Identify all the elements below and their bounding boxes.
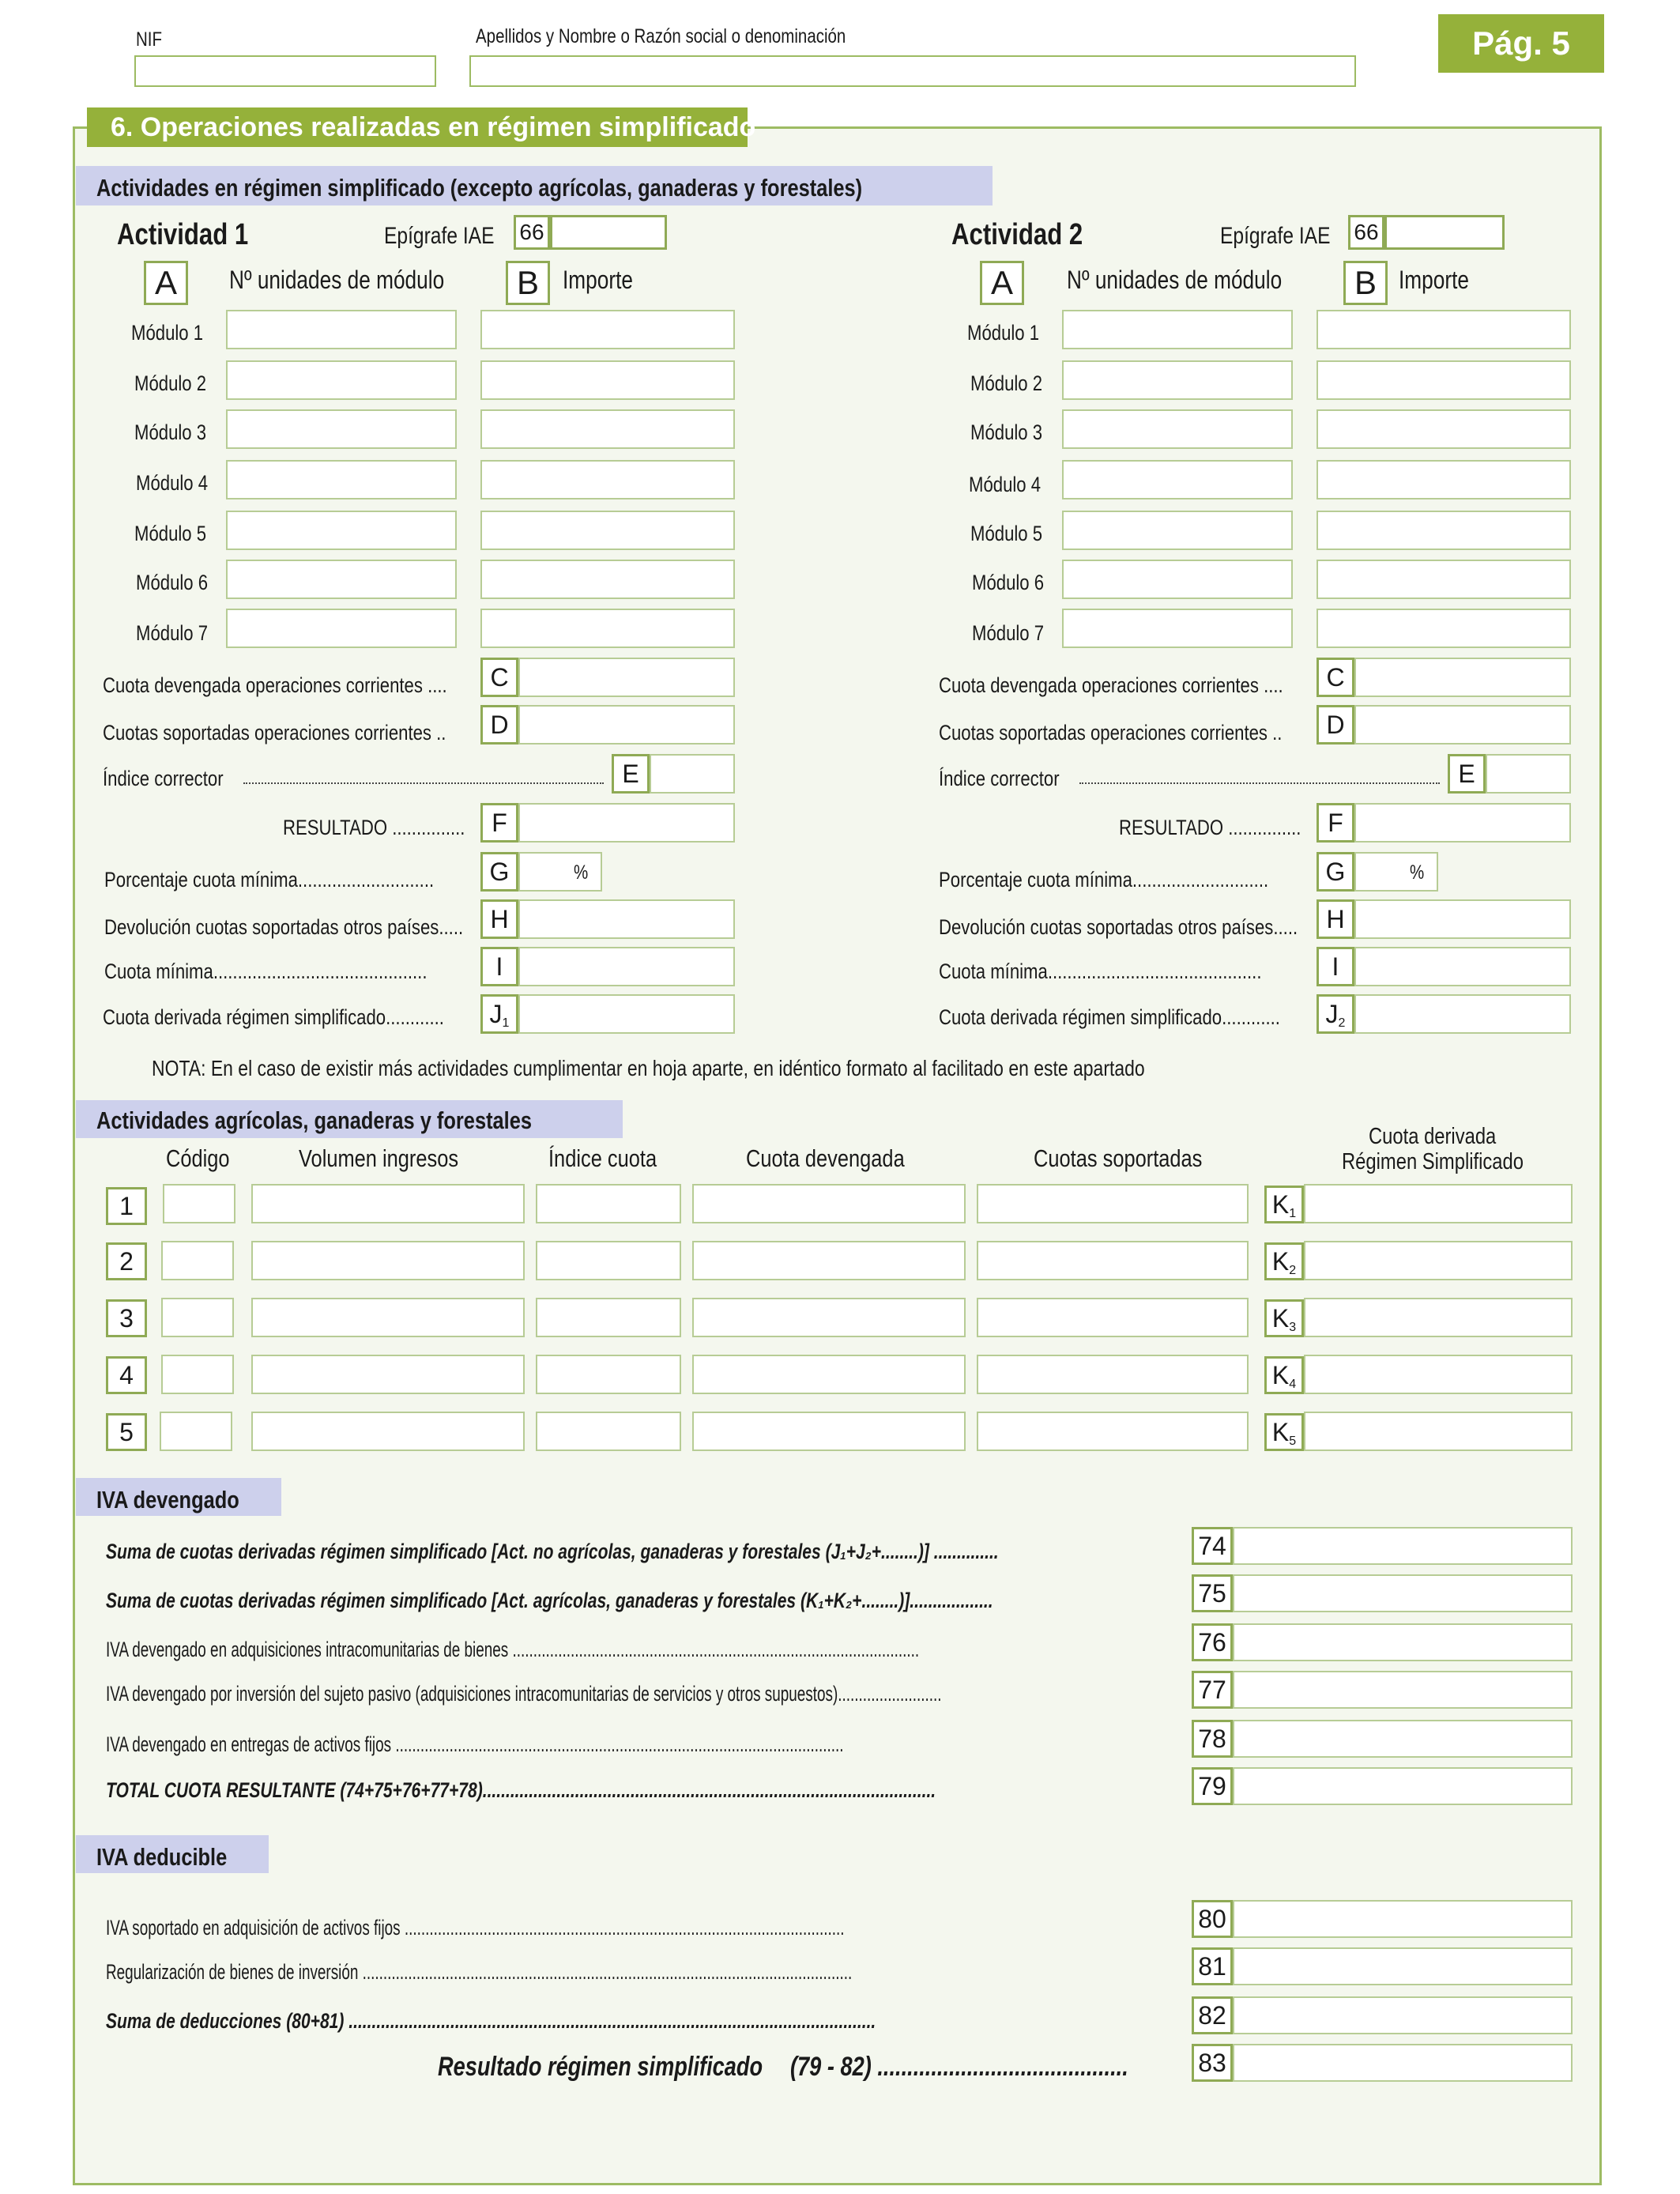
agri-row-1-cuota-dev[interactable] <box>692 1184 966 1223</box>
act2-d-field[interactable] <box>1354 705 1571 745</box>
agri-row-2-indice[interactable] <box>536 1241 681 1280</box>
agri-row-4-cuotas-sop[interactable] <box>977 1355 1249 1394</box>
agri-row-2-k-code <box>1264 1242 1304 1280</box>
page-number-badge <box>1438 14 1604 73</box>
act1-epigrafe-label: Epígrafe IAE <box>384 223 495 249</box>
agri-row-5-cuotas-sop[interactable] <box>977 1412 1249 1451</box>
iva-line-80-field[interactable] <box>1233 1900 1573 1938</box>
act1-j-sub: 1 <box>502 1016 510 1030</box>
act2-modulo-2-label: Módulo 2 <box>970 371 1043 395</box>
act1-modulo-1-importe[interactable] <box>480 310 735 349</box>
iva-line-79-field[interactable] <box>1233 1767 1573 1805</box>
act1-e-field[interactable] <box>650 754 735 794</box>
iva-line-78-label: IVA devengado en entregas de activos fijos ............................................................................................................ <box>106 1732 844 1756</box>
act2-modulo-3-units[interactable] <box>1062 409 1293 449</box>
act1-modulo-4-importe[interactable] <box>480 460 735 499</box>
act1-j-label: Cuota derivada régimen simplificado............ <box>103 1005 444 1029</box>
iva-deducible-title: IVA deducible <box>96 1843 228 1871</box>
act2-modulo-3-label: Módulo 3 <box>970 420 1043 444</box>
act2-modulo-5-units[interactable] <box>1062 511 1293 550</box>
name-label: Apellidos y Nombre o Razón social o denominación <box>476 25 846 47</box>
agri-row-3-num: 3 <box>106 1299 147 1337</box>
agri-row-4-cuota-dev[interactable] <box>692 1355 966 1394</box>
agri-row-5-cuota-der[interactable] <box>1304 1412 1573 1451</box>
agri-title: Actividades agrícolas, ganaderas y forestales <box>96 1106 533 1134</box>
iva-line-77-label: IVA devengado por inversión del sujeto pasivo (adquisiciones intracomunitarias de servicios y otros supuestos)......................... <box>106 1682 942 1706</box>
agri-row-4-volumen[interactable] <box>251 1355 525 1394</box>
iva-line-82-code: 82 <box>1192 1996 1233 2034</box>
act1-f-field[interactable] <box>518 803 735 843</box>
iva-line-80-label: IVA soportado en adquisición de activos fijos .......................................................................................................... <box>106 1916 845 1940</box>
agri-row-2-cuota-dev[interactable] <box>692 1241 966 1280</box>
agri-row-1-volumen[interactable] <box>251 1184 525 1223</box>
agri-row-4-k-code <box>1264 1356 1304 1394</box>
act1-c-field[interactable] <box>518 658 735 697</box>
agri-row-3-k-code <box>1264 1299 1304 1337</box>
act1-f-code: F <box>480 803 518 843</box>
agri-row-1-cuota-der[interactable] <box>1304 1184 1573 1223</box>
act1-g-label: Porcentaje cuota mínima............................ <box>104 868 435 892</box>
act1-modulo-3-label: Módulo 3 <box>134 420 207 444</box>
act2-modulo-4-units[interactable] <box>1062 460 1293 499</box>
iva-line-83-code: 83 <box>1192 2044 1233 2082</box>
act2-j-sub: 2 <box>1338 1016 1346 1030</box>
agri-hdr-cuota-der-2: Régimen Simplificado <box>1342 1149 1524 1174</box>
act2-modulo-2-units[interactable] <box>1062 360 1293 400</box>
act2-h-label: Devolución cuotas soportadas otros países..... <box>939 915 1298 939</box>
agri-row-2-volumen[interactable] <box>251 1241 525 1280</box>
act1-col-b-label: Importe <box>563 266 633 294</box>
act2-epigrafe-label: Epígrafe IAE <box>1220 223 1331 249</box>
iva-line-81-label: Regularización de bienes de inversión ...................................................................................................................... <box>106 1960 853 1984</box>
act2-modulo-3-importe[interactable] <box>1317 409 1571 449</box>
act1-modulo-6-label: Módulo 6 <box>136 571 209 594</box>
iva-line-75-field[interactable] <box>1233 1574 1573 1612</box>
agri-row-5-num: 5 <box>106 1413 147 1451</box>
result-formula: (79 - 82) .......................................... <box>790 2052 1128 2082</box>
agri-hdr-volumen: Volumen ingresos <box>299 1144 459 1172</box>
act1-title: Actividad 1 <box>117 218 249 251</box>
iva-line-79-label: TOTAL CUOTA RESULTANTE (74+75+76+77+78).................................................................................................. <box>106 1778 936 1802</box>
act1-e-dots <box>243 782 604 784</box>
nota-text: NOTA: En el caso de existir más actividades cumplimentar en hoja aparte, en idéntico formato al facilitado en este apartado <box>152 1056 1145 1080</box>
act1-i-label: Cuota mínima............................................ <box>104 959 428 983</box>
agri-row-2-k-sub: 2 <box>1289 1264 1297 1277</box>
act2-modulo-5-importe[interactable] <box>1317 511 1571 550</box>
act1-modulo-7-units[interactable] <box>226 609 457 648</box>
agri-row-5-volumen[interactable] <box>251 1412 525 1451</box>
agri-row-3-cuotas-sop[interactable] <box>977 1298 1249 1337</box>
iva-line-79-code: 79 <box>1192 1767 1233 1805</box>
agri-row-3-cuota-der[interactable] <box>1304 1298 1573 1337</box>
act2-f-label: RESULTADO ............... <box>1119 816 1301 839</box>
agri-row-1-k-sub: 1 <box>1289 1207 1297 1220</box>
act1-modulo-6-units[interactable] <box>226 560 457 599</box>
act2-modulo-6-label: Módulo 6 <box>972 571 1045 594</box>
iva-devengado-title: IVA devengado <box>96 1486 239 1514</box>
act1-modulo-4-units[interactable] <box>226 460 457 499</box>
act2-d-code: D <box>1317 705 1354 745</box>
iva-line-83-field[interactable] <box>1233 2044 1573 2082</box>
act1-modulo-4-label: Módulo 4 <box>136 471 209 495</box>
act1-modulo-7-label: Módulo 7 <box>136 621 209 645</box>
act2-modulo-5-label: Módulo 5 <box>970 522 1043 545</box>
act2-col-a-label: Nº unidades de módulo <box>1067 266 1283 294</box>
agri-row-4-cuota-der[interactable] <box>1304 1355 1573 1394</box>
agri-row-3-volumen[interactable] <box>251 1298 525 1337</box>
act2-g-label: Porcentaje cuota mínima............................ <box>939 868 1269 892</box>
act2-modulo-4-importe[interactable] <box>1317 460 1571 499</box>
agri-row-4-k-letter: K <box>1271 1361 1290 1389</box>
iva-line-78-code: 78 <box>1192 1720 1233 1758</box>
iva-line-77-code: 77 <box>1192 1671 1233 1709</box>
agri-row-3-k-letter: K <box>1271 1304 1290 1333</box>
act2-g-code: G <box>1317 852 1354 892</box>
agri-row-5-k-sub: 5 <box>1289 1434 1297 1448</box>
agri-row-1-k-letter: K <box>1271 1190 1290 1219</box>
act2-epigrafe-field[interactable] <box>1384 215 1505 250</box>
act2-modulo-1-units[interactable] <box>1062 310 1293 349</box>
act2-modulo-1-label: Módulo 1 <box>967 321 1040 345</box>
agri-row-5-cuota-dev[interactable] <box>692 1412 966 1451</box>
iva-line-76-label: IVA devengado en adquisiciones intracomunitarias de bienes .................................................................................................. <box>106 1638 920 1661</box>
act1-modulo-5-importe[interactable] <box>480 511 735 550</box>
act2-modulo-4-label: Módulo 4 <box>969 473 1042 496</box>
act2-col-b-code: B <box>1343 261 1388 305</box>
act2-j-field[interactable] <box>1354 994 1571 1034</box>
agri-row-3-cuota-dev[interactable] <box>692 1298 966 1337</box>
act1-modulo-1-label: Módulo 1 <box>131 321 204 345</box>
act1-modulo-3-importe[interactable] <box>480 409 735 449</box>
agri-hdr-cuota-dev: Cuota devengada <box>746 1144 905 1172</box>
act2-title: Actividad 2 <box>951 218 1083 251</box>
agri-row-3-codigo[interactable] <box>161 1298 234 1337</box>
act2-modulo-6-importe[interactable] <box>1317 560 1571 599</box>
iva-line-76-code: 76 <box>1192 1623 1233 1661</box>
iva-line-81-field[interactable] <box>1233 1947 1573 1985</box>
page-number: Pág. 5 <box>1472 25 1570 62</box>
agri-hdr-cuota-der-1: Cuota derivada <box>1369 1124 1497 1149</box>
act1-epigrafe-prefix: 66 <box>514 215 550 250</box>
agri-row-5-codigo[interactable] <box>160 1412 232 1451</box>
act1-d-field[interactable] <box>518 705 735 745</box>
act1-d-code: D <box>480 705 518 745</box>
act2-i-label: Cuota mínima............................................ <box>939 959 1262 983</box>
act1-h-field[interactable] <box>518 899 735 939</box>
iva-line-81-code: 81 <box>1192 1947 1233 1985</box>
iva-line-74-field[interactable] <box>1233 1527 1573 1565</box>
act1-g-field[interactable] <box>518 852 602 892</box>
act2-f-code: F <box>1317 803 1354 843</box>
act2-i-field[interactable] <box>1354 947 1571 986</box>
agri-row-1-cuotas-sop[interactable] <box>977 1184 1249 1223</box>
act2-d-label: Cuotas soportadas operaciones corrientes .. <box>939 721 1283 745</box>
act2-e-field[interactable] <box>1486 754 1571 794</box>
act1-i-field[interactable] <box>518 947 735 986</box>
agri-row-1-k-code <box>1264 1186 1304 1223</box>
iva-line-76-field[interactable] <box>1233 1623 1573 1661</box>
act2-c-code: C <box>1317 658 1354 697</box>
act2-modulo-2-importe[interactable] <box>1317 360 1571 400</box>
nonagri-title: Actividades en régimen simplificado (excepto agrícolas, ganaderas y forestales) <box>96 174 863 202</box>
act1-c-code: C <box>480 658 518 697</box>
act1-d-label: Cuotas soportadas operaciones corrientes .. <box>103 721 446 745</box>
nif-field[interactable] <box>134 55 436 87</box>
act1-modulo-5-label: Módulo 5 <box>134 522 207 545</box>
agri-row-5-k-code <box>1264 1413 1304 1451</box>
act2-g-field[interactable] <box>1354 852 1438 892</box>
agri-row-5-k-letter: K <box>1271 1418 1290 1446</box>
act2-i-code: I <box>1317 947 1354 986</box>
name-field[interactable] <box>469 55 1356 87</box>
act1-modulo-5-units[interactable] <box>226 511 457 550</box>
act2-e-label: Índice corrector <box>939 767 1060 790</box>
act2-e-code: E <box>1448 754 1486 794</box>
act1-modulo-3-units[interactable] <box>226 409 457 449</box>
agri-row-4-indice[interactable] <box>536 1355 681 1394</box>
act2-j-code <box>1317 994 1354 1034</box>
section-6-title: 6. Operaciones realizadas en régimen simplificado <box>87 107 748 147</box>
act2-epigrafe-prefix: 66 <box>1348 215 1384 250</box>
agri-row-2-codigo[interactable] <box>161 1241 234 1280</box>
act1-modulo-1-units[interactable] <box>226 310 457 349</box>
agri-row-5-indice[interactable] <box>536 1412 681 1451</box>
iva-line-74-code: 74 <box>1192 1527 1233 1565</box>
act1-c-label: Cuota devengada operaciones corrientes .... <box>103 673 447 697</box>
act2-c-field[interactable] <box>1354 658 1571 697</box>
act1-modulo-2-importe[interactable] <box>480 360 735 400</box>
nif-label: NIF <box>136 28 163 51</box>
act1-e-label: Índice corrector <box>103 767 224 790</box>
act2-j-letter: J <box>1325 1000 1339 1028</box>
act1-modulo-2-units[interactable] <box>226 360 457 400</box>
act2-g-unit: % <box>1410 861 1425 884</box>
act2-c-label: Cuota devengada operaciones corrientes .... <box>939 673 1283 697</box>
act2-modulo-7-label: Módulo 7 <box>972 621 1045 645</box>
iva-line-77-field[interactable] <box>1233 1671 1573 1709</box>
agri-row-4-codigo[interactable] <box>161 1355 234 1394</box>
act1-col-a-code: A <box>144 261 188 305</box>
agri-row-4-num: 4 <box>106 1356 147 1394</box>
iva-line-75-label: Suma de cuotas derivadas régimen simplificado [Act. agrícolas, ganaderas y forestales (K₁+K₂+........)].................. <box>106 1589 993 1612</box>
act1-g-unit: % <box>574 861 589 884</box>
act2-h-field[interactable] <box>1354 899 1571 939</box>
iva-line-80-code: 80 <box>1192 1900 1233 1938</box>
act1-col-b-code: B <box>506 261 550 305</box>
iva-line-75-code: 75 <box>1192 1574 1233 1612</box>
agri-row-1-num: 1 <box>106 1187 147 1225</box>
agri-row-2-num: 2 <box>106 1242 147 1280</box>
act1-i-code: I <box>480 947 518 986</box>
agri-hdr-indice: Índice cuota <box>548 1144 657 1172</box>
act2-e-dots <box>1079 782 1440 784</box>
act2-modulo-7-units[interactable] <box>1062 609 1293 648</box>
act1-h-code: H <box>480 899 518 939</box>
agri-row-3-k-sub: 3 <box>1289 1321 1297 1334</box>
act1-modulo-7-importe[interactable] <box>480 609 735 648</box>
agri-row-2-cuotas-sop[interactable] <box>977 1241 1249 1280</box>
agri-hdr-cuotas-sop: Cuotas soportadas <box>1034 1144 1203 1172</box>
agri-row-2-cuota-der[interactable] <box>1304 1241 1573 1280</box>
act2-modulo-1-importe[interactable] <box>1317 310 1571 349</box>
agri-row-1-indice[interactable] <box>536 1184 681 1223</box>
act1-j-field[interactable] <box>518 994 735 1034</box>
act1-e-code: E <box>612 754 650 794</box>
act2-col-b-label: Importe <box>1399 266 1469 294</box>
result-label: Resultado régimen simplificado <box>438 2052 763 2082</box>
agri-row-1-codigo[interactable] <box>163 1184 235 1223</box>
act1-modulo-6-importe[interactable] <box>480 560 735 599</box>
iva-line-82-field[interactable] <box>1233 1996 1573 2034</box>
act2-h-code: H <box>1317 899 1354 939</box>
act1-col-a-label: Nº unidades de módulo <box>229 266 445 294</box>
agri-row-4-k-sub: 4 <box>1289 1378 1297 1391</box>
iva-line-74-label: Suma de cuotas derivadas régimen simplificado [Act. no agrícolas, ganaderas y forestales (J₁+J₂+........)] .............. <box>106 1540 999 1563</box>
act1-j-letter: J <box>489 1000 503 1028</box>
act2-modulo-6-units[interactable] <box>1062 560 1293 599</box>
agri-hdr-codigo: Código <box>166 1144 230 1172</box>
act2-modulo-7-importe[interactable] <box>1317 609 1571 648</box>
iva-line-78-field[interactable] <box>1233 1720 1573 1758</box>
act2-j-label: Cuota derivada régimen simplificado............ <box>939 1005 1280 1029</box>
act1-j-code <box>480 994 518 1034</box>
act1-g-code: G <box>480 852 518 892</box>
act1-f-label: RESULTADO ............... <box>283 816 465 839</box>
agri-row-2-k-letter: K <box>1271 1247 1290 1276</box>
act2-col-a-code: A <box>980 261 1024 305</box>
act1-h-label: Devolución cuotas soportadas otros países..... <box>104 915 464 939</box>
act1-epigrafe-field[interactable] <box>550 215 667 250</box>
iva-line-82-label: Suma de deducciones (80+81) .................................................................................................................. <box>106 2009 876 2033</box>
agri-row-3-indice[interactable] <box>536 1298 681 1337</box>
act1-modulo-2-label: Módulo 2 <box>134 371 207 395</box>
act2-f-field[interactable] <box>1354 803 1571 843</box>
